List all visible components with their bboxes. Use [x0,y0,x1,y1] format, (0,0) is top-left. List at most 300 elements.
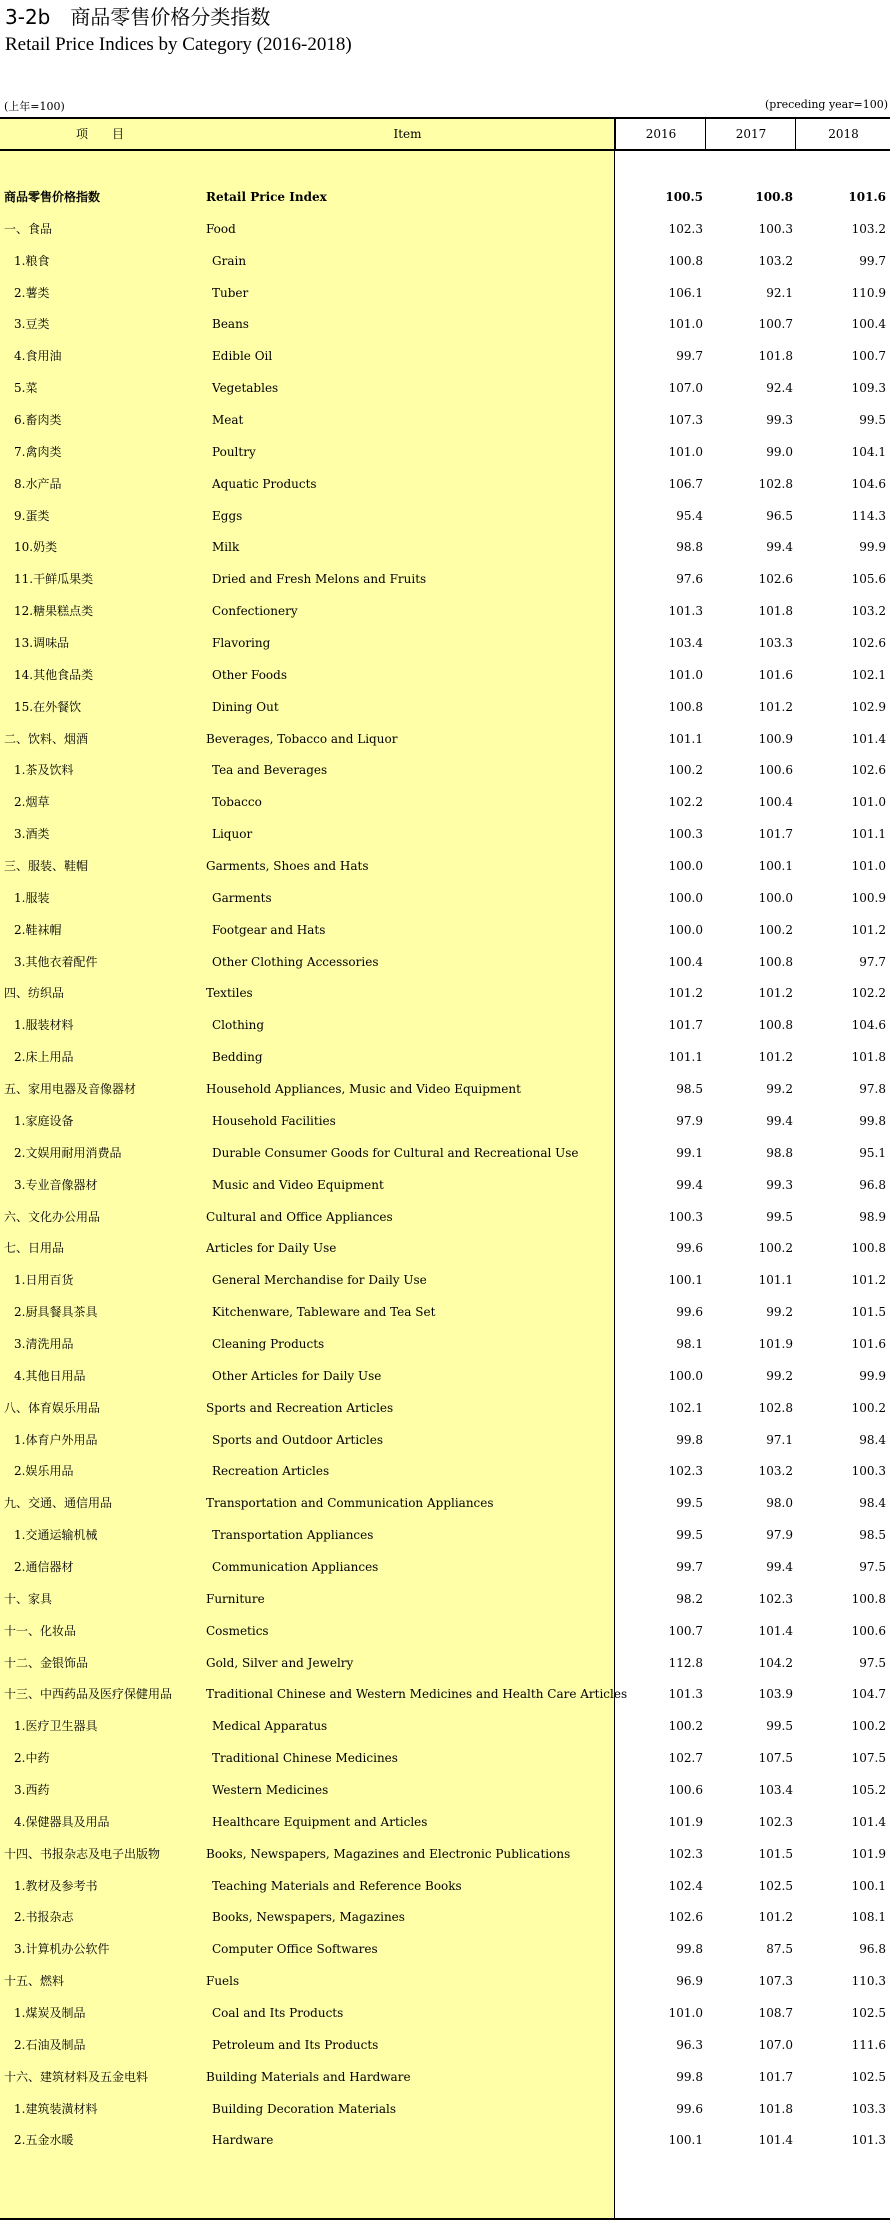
value-2016: 102.3 [668,1464,703,1479]
value-2017: 104.2 [758,1655,793,1670]
table-row [0,1170,890,1202]
value-2017: 101.8 [758,604,793,619]
value-2018: 107.5 [851,1751,886,1766]
row-label-en: Other Clothing Accessories [212,954,379,969]
row-label-cn: 4.保健器具及用品 [14,1814,110,1829]
row-label-cn: 2.中药 [14,1751,50,1766]
value-2016: 100.3 [668,1209,703,1224]
row-label-cn: 1.交通运输机械 [14,1528,98,1543]
row-label-cn: 4.其他日用品 [14,1368,86,1383]
value-2017: 103.2 [758,1464,793,1479]
row-label-en: Communication Appliances [212,1559,379,1574]
value-2017: 103.2 [758,253,793,268]
table-title-en: Retail Price Indices by Category (2016-2018) [5,34,352,55]
value-2017: 96.5 [766,508,793,523]
row-label-en: Liquor [212,827,253,842]
value-2017: 101.9 [758,1336,793,1351]
value-2017: 102.5 [758,1878,793,1893]
value-2017: 99.4 [766,1559,793,1574]
value-2018: 101.9 [851,1846,886,1861]
row-label-en: Edible Oil [212,349,273,364]
value-2017: 100.6 [758,763,793,778]
table-row [0,755,890,787]
row-label-en: Healthcare Equipment and Articles [212,1814,428,1829]
value-2018: 98.4 [859,1496,886,1511]
value-2016: 99.5 [676,1528,703,1543]
table-row [0,1552,890,1584]
table-row [0,1934,890,1966]
table-row [0,1106,890,1138]
row-label-cn: 三、服装、鞋帽 [4,859,89,874]
value-2017: 100.2 [758,922,793,937]
value-2016: 101.0 [668,667,703,682]
row-label-en: Transportation Appliances [212,1528,374,1543]
value-2016: 97.6 [676,572,703,587]
column-header-en: Item [393,127,422,141]
value-2016: 99.8 [676,1432,703,1447]
value-2018: 96.8 [859,1177,886,1192]
value-2016: 98.5 [676,1082,703,1097]
row-label-cn: 5.菜 [14,381,38,396]
value-2018: 97.7 [859,954,886,969]
value-2018: 102.5 [851,2005,886,2020]
table-row [0,1456,890,1488]
table-row [0,978,890,1010]
row-label-en: Medical Apparatus [212,1719,328,1734]
table-row [0,1393,890,1425]
row-label-cn: 十六、建筑材料及五金电料 [4,2069,149,2084]
value-2016: 100.0 [668,890,703,905]
value-2017: 101.4 [758,1623,793,1638]
row-label-en: Garments, Shoes and Hats [206,859,369,874]
value-2018: 98.4 [859,1432,886,1447]
value-2018: 99.7 [859,253,886,268]
value-2017: 101.5 [758,1846,793,1861]
value-2017: 102.6 [758,572,793,587]
row-label-en: Music and Video Equipment [212,1177,384,1192]
value-2017: 102.8 [758,476,793,491]
column-header-year: 2018 [795,119,891,149]
table-row [0,2030,890,2062]
value-2016: 101.0 [668,2005,703,2020]
row-label-en: Teaching Materials and Reference Books [212,1878,462,1893]
value-2017: 101.8 [758,2101,793,2116]
row-label-en: Coal and Its Products [212,2005,344,2020]
row-label-en: Cleaning Products [212,1336,325,1351]
value-2016: 100.0 [668,859,703,874]
row-label-cn: 1.建筑装潢材料 [14,2101,98,2116]
row-label-en: Tobacco [212,795,262,810]
value-2018: 101.6 [848,190,886,204]
value-2016: 100.3 [668,827,703,842]
table-row [0,1010,890,1042]
value-2018: 100.9 [851,890,886,905]
value-2018: 101.3 [851,2133,886,2148]
row-label-en: Garments [212,890,272,905]
unit-note-cn: (上年=100) [4,100,65,113]
value-2017: 100.8 [758,1018,793,1033]
value-2017: 100.3 [758,221,793,236]
table-row [0,787,890,819]
row-label-en: Meat [212,413,244,428]
unit-note-en: (preceding year=100) [765,98,888,111]
row-label-en: Articles for Daily Use [206,1241,337,1256]
value-2016: 103.4 [668,636,703,651]
row-label-cn: 6.畜肉类 [14,413,62,428]
row-label-en: Books, Newspapers, Magazines and Electronic Publications [206,1846,571,1861]
value-2016: 101.2 [668,986,703,1001]
value-2016: 99.1 [676,1145,703,1160]
row-label-cn: 12.糖果糕点类 [14,604,94,619]
table-row [0,915,890,947]
value-2017: 101.7 [758,2069,793,2084]
row-label-en: Books, Newspapers, Magazines [212,1910,405,1925]
value-2018: 101.4 [851,1814,886,1829]
value-2016: 100.0 [668,1368,703,1383]
table-row [0,1998,890,2030]
table-row [0,341,890,373]
value-2017: 99.4 [766,1113,793,1128]
row-label-en: Other Articles for Daily Use [212,1368,382,1383]
row-label-cn: 14.其他食品类 [14,667,94,682]
row-label-cn: 十二、金银饰品 [4,1655,89,1670]
value-2017: 98.8 [766,1145,793,1160]
value-2018: 100.2 [851,1719,886,1734]
column-header-cn: 项 目 [75,127,124,141]
value-2016: 99.4 [676,1177,703,1192]
table-row [0,1425,890,1457]
table-row [0,2125,890,2157]
value-2016: 102.7 [668,1751,703,1766]
row-label-cn: 2.通信器材 [14,1559,74,1574]
value-2017: 99.4 [766,540,793,555]
table-row [0,1807,890,1839]
value-2017: 101.8 [758,349,793,364]
value-2018: 97.5 [859,1559,886,1574]
table-row [0,596,890,628]
table-row [0,373,890,405]
row-label-cn: 四、纺织品 [4,986,65,1001]
value-2018: 100.2 [851,1400,886,1415]
value-2018: 101.5 [851,1305,886,1320]
value-2018: 101.0 [851,859,886,874]
table-row [0,692,890,724]
value-2017: 101.7 [758,827,793,842]
value-2017: 97.9 [766,1528,793,1543]
value-2018: 110.3 [851,1974,886,1989]
value-2016: 99.8 [676,1942,703,1957]
value-2018: 108.1 [851,1910,886,1925]
row-label-cn: 11.干鲜瓜果类 [14,572,94,587]
row-label-en: Milk [212,540,240,555]
value-2016: 99.6 [676,2101,703,2116]
row-label-cn: 3.计算机办公软件 [14,1942,110,1957]
table-row [0,437,890,469]
table-row [0,1074,890,1106]
value-2016: 102.6 [668,1910,703,1925]
row-label-cn: 1.茶及饮料 [14,763,74,778]
row-label-cn: 商品零售价格指数 [4,190,101,204]
row-label-cn: 1.教材及参考书 [14,1878,98,1893]
table-row [0,1297,890,1329]
value-2018: 103.2 [851,604,886,619]
table-row [0,1520,890,1552]
value-2018: 104.7 [851,1687,886,1702]
value-2018: 101.1 [851,827,886,842]
table-row [0,1329,890,1361]
value-2016: 98.8 [676,540,703,555]
value-2017: 100.4 [758,795,793,810]
row-label-en: Tea and Beverages [212,763,328,778]
value-2017: 99.2 [766,1368,793,1383]
value-2017: 101.2 [758,1910,793,1925]
table-row [0,1871,890,1903]
value-2018: 99.9 [859,1368,886,1383]
row-label-en: Fuels [206,1974,240,1989]
value-2016: 106.7 [668,476,703,491]
row-label-en: Kitchenware, Tableware and Tea Set [212,1305,436,1320]
value-2017: 101.2 [758,699,793,714]
row-label-en: Sports and Outdoor Articles [212,1432,383,1447]
row-label-en: Traditional Chinese and Western Medicines and Health Care Articles [206,1687,628,1702]
row-label-cn: 十五、燃料 [4,1974,65,1989]
row-label-en: Eggs [212,508,243,523]
table-row [0,1202,890,1234]
value-2018: 102.2 [851,986,886,1001]
row-label-cn: 10.奶类 [14,540,58,555]
page-header [5,6,352,56]
column-header-year: 2017 [705,119,796,149]
value-2016: 107.3 [668,413,703,428]
value-2016: 100.6 [668,1782,703,1797]
value-2017: 99.3 [766,413,793,428]
value-2018: 100.3 [851,1464,886,1479]
value-2016: 99.8 [676,2069,703,2084]
row-label-en: Beans [212,317,249,332]
value-2016: 100.1 [668,2133,703,2148]
value-2017: 98.0 [766,1496,793,1511]
table-row [0,1616,890,1648]
table-row [0,2062,890,2094]
value-2016: 101.3 [668,604,703,619]
value-2016: 98.2 [676,1591,703,1606]
row-label-cn: 7.禽肉类 [14,444,62,459]
value-2017: 100.7 [758,317,793,332]
row-label-en: Dried and Fresh Melons and Fruits [212,572,427,587]
row-label-cn: 五、家用电器及音像器材 [4,1082,137,1097]
value-2017: 107.5 [758,1751,793,1766]
value-2017: 102.3 [758,1591,793,1606]
table-row [0,1775,890,1807]
row-label-en: Dining Out [212,699,279,714]
table-row [0,724,890,756]
value-2017: 99.5 [766,1209,793,1224]
value-2018: 102.6 [851,763,886,778]
row-label-cn: 3.其他衣着配件 [14,954,98,969]
value-2017: 100.9 [758,731,793,746]
value-2016: 102.3 [668,221,703,236]
value-2018: 100.8 [851,1241,886,1256]
value-2018: 101.2 [851,922,886,937]
row-label-cn: 十、家具 [4,1591,53,1606]
value-2017: 99.2 [766,1305,793,1320]
row-label-cn: 二、饮料、烟酒 [4,731,89,746]
table-bottom-rule [0,2218,890,2220]
row-label-cn: 七、日用品 [4,1241,65,1256]
value-2018: 101.4 [851,731,886,746]
value-2017: 102.3 [758,1814,793,1829]
row-label-en: Cosmetics [206,1623,269,1638]
table-row [0,660,890,692]
row-label-cn: 1.日用百货 [14,1273,74,1288]
value-2017: 100.8 [755,190,793,204]
value-2016: 100.7 [668,1623,703,1638]
row-label-en: Grain [212,253,247,268]
value-2018: 99.8 [859,1113,886,1128]
value-2016: 112.8 [668,1655,703,1670]
row-label-cn: 2.书报杂志 [14,1910,74,1925]
value-2017: 99.3 [766,1177,793,1192]
row-label-cn: 九、交通、通信用品 [4,1496,113,1511]
table-row [0,851,890,883]
value-2016: 99.7 [676,349,703,364]
row-label-en: Sports and Recreation Articles [206,1400,394,1415]
row-label-cn: 1.服装材料 [14,1018,74,1033]
value-2018: 101.0 [851,795,886,810]
row-label-cn: 9.蛋类 [14,508,50,523]
row-label-cn: 1.医疗卫生器具 [14,1719,98,1734]
value-2016: 101.3 [668,1687,703,1702]
row-label-en: Clothing [212,1018,265,1033]
row-label-cn: 2.床上用品 [14,1050,74,1065]
value-2016: 99.6 [676,1241,703,1256]
table-row [0,278,890,310]
value-2016: 107.0 [668,381,703,396]
value-2016: 102.1 [668,1400,703,1415]
value-2016: 101.7 [668,1018,703,1033]
table-row [0,1584,890,1616]
value-2018: 104.1 [851,444,886,459]
table-row [0,1711,890,1743]
value-2016: 100.0 [668,922,703,937]
row-label-cn: 1.服装 [14,890,50,905]
value-2016: 100.8 [668,699,703,714]
value-2016: 102.4 [668,1878,703,1893]
value-2018: 99.9 [859,540,886,555]
value-2017: 100.8 [758,954,793,969]
row-label-en: Aquatic Products [212,476,317,491]
row-label-cn: 1.体育户外用品 [14,1432,98,1447]
table-row [0,1488,890,1520]
table-row [0,1265,890,1297]
value-2017: 100.0 [758,890,793,905]
row-label-en: Building Materials and Hardware [206,2069,411,2084]
value-2018: 100.4 [851,317,886,332]
table-row [0,309,890,341]
row-label-cn: 八、体育娱乐用品 [4,1400,101,1415]
row-label-cn: 2.鞋袜帽 [14,922,62,937]
value-2018: 100.1 [851,1878,886,1893]
value-2018: 102.1 [851,667,886,682]
value-2017: 101.1 [758,1273,793,1288]
row-label-cn: 2.五金水暖 [14,2133,74,2148]
value-2016: 101.0 [668,317,703,332]
table-row [0,628,890,660]
table-body [0,182,890,2157]
row-label-cn: 2.烟草 [14,795,50,810]
value-2016: 96.9 [676,1974,703,1989]
value-2017: 97.1 [766,1432,793,1447]
table-row [0,246,890,278]
table-row [0,1138,890,1170]
value-2017: 87.5 [766,1942,793,1957]
value-2016: 100.8 [668,253,703,268]
value-2016: 98.1 [676,1336,703,1351]
value-2017: 103.4 [758,1782,793,1797]
row-label-en: General Merchandise for Daily Use [212,1273,427,1288]
value-2018: 114.3 [851,508,886,523]
value-2018: 98.9 [859,1209,886,1224]
table-row [0,1042,890,1074]
row-label-cn: 13.调味品 [14,636,70,651]
value-2016: 101.1 [668,1050,703,1065]
value-2017: 101.4 [758,2133,793,2148]
value-2016: 106.1 [668,285,703,300]
row-label-en: Recreation Articles [212,1464,330,1479]
table-row [0,405,890,437]
row-label-en: Bedding [212,1050,263,1065]
value-2016: 101.0 [668,444,703,459]
value-2018: 100.8 [851,1591,886,1606]
value-2017: 92.1 [766,285,793,300]
value-2018: 101.6 [851,1336,886,1351]
value-2018: 105.2 [851,1782,886,1797]
row-label-en: Household Appliances, Music and Video Equipment [206,1082,521,1097]
value-2016: 99.5 [676,1496,703,1511]
table-title-cn: 3-2b 商品零售价格分类指数 [5,5,271,29]
value-2016: 101.1 [668,731,703,746]
table-row [0,1648,890,1680]
row-label-en: Other Foods [212,667,287,682]
value-2016: 96.3 [676,2037,703,2052]
table-row [0,1679,890,1711]
row-label-cn: 十一、化妆品 [4,1623,77,1638]
value-2016: 100.1 [668,1273,703,1288]
value-2017: 92.4 [766,381,793,396]
table-row [0,564,890,596]
value-2016: 100.2 [668,1719,703,1734]
table-row [0,1902,890,1934]
table-row [0,947,890,979]
row-label-en: Beverages, Tobacco and Liquor [206,731,398,746]
table-row [0,1361,890,1393]
value-2018: 100.7 [851,349,886,364]
table-row [0,2094,890,2126]
value-2018: 95.1 [859,1145,886,1160]
row-label-cn: 3.酒类 [14,827,50,842]
value-2016: 101.9 [668,1814,703,1829]
column-header-year: 2016 [615,119,706,149]
row-label-en: Poultry [212,444,256,459]
row-label-en: Gold, Silver and Jewelry [206,1655,354,1670]
row-label-cn: 3.专业音像器材 [14,1177,98,1192]
value-2017: 107.3 [758,1974,793,1989]
value-2016: 100.4 [668,954,703,969]
value-2018: 101.8 [851,1050,886,1065]
value-2018: 102.6 [851,636,886,651]
table-row [0,469,890,501]
value-2018: 109.3 [851,381,886,396]
